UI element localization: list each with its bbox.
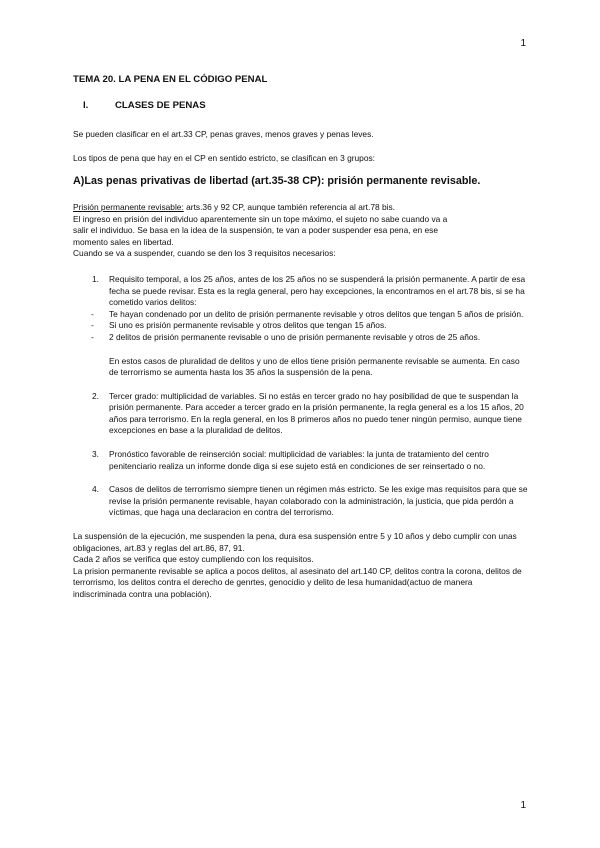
- list-item: [73, 274, 528, 309]
- requisitos-list: [73, 274, 528, 519]
- list-item-number: 3.: [92, 449, 99, 460]
- bullet-item: [73, 309, 528, 321]
- prision-ref-line: [73, 202, 528, 214]
- list-item-number: 1.: [92, 273, 99, 284]
- bullet-text: Te hayan condenado por un delito de prisión permanente revisable y otros delitos que tengan 5 años de prisión.: [109, 308, 524, 319]
- section-heading: [73, 100, 528, 112]
- closing-paragraph-1: La suspensión de la ejecución, me suspenden la pena, dura esa suspensión entre 5 y 10 años y debo cumplir con unas obligaciones, art.83 y reglas del art.86, 87, 91.: [73, 531, 517, 553]
- bullet-item: [73, 320, 528, 332]
- bullet-text: 2 delitos de prisión permanente revisable o uno de prisión permanente revisable y otros de 25 años.: [109, 331, 481, 342]
- prision-line-3: momento sales en libertad.: [73, 236, 174, 247]
- list-item-text: Tercer grado: multiplicidad de variables. Si no estás en tercer grado no hay posibilidad de que te suspendan la prisión permanente. Para acceder a tercer grado en la prisión permanente, la regla general es a los 15 años, 20 años para terrorismo. En la regla general, en los 8 primeros años no puedo tener ningún permiso, aunque tiene excepciones en base a la pluralidad de delitos.: [109, 390, 524, 436]
- bullet-text: Si uno es prisión permanente revisable y otros delitos que tengan 15 años.: [109, 320, 387, 331]
- closing-paragraph-2: Cada 2 años se verifica que estoy cumpliendo con los requisitos.: [73, 554, 314, 565]
- intro-paragraph-1: Se pueden clasificar en el art.33 CP, penas graves, menos graves y penas leves.: [73, 129, 374, 140]
- list-item-text: Requisito temporal, a los 25 años, antes de los 25 años no se suspenderá la prisión permanente. A partir de esa fecha se puede revisar. Esta es la regla general, pero hay excepciones, la encontramos en el art.78 bis, si se ha cometido varios delitos:: [109, 273, 526, 308]
- prision-label: Prisión permanente revisable:: [73, 201, 184, 212]
- prision-line-4: Cuando se va a suspender, cuando se den los 3 requisitos necesarios:: [73, 248, 336, 259]
- section-number: I.: [83, 99, 89, 111]
- pluralidad-paragraph: En estos casos de pluralidad de delitos y uno de ellos tiene prisión permanente revisable se aumenta. En caso de terrorrismo se aumenta hasta los 35 años la suspensión de la pena.: [109, 355, 520, 378]
- list-item-number: 2.: [92, 390, 99, 401]
- document-body: [73, 74, 528, 601]
- list-item-text: Casos de delitos de terrorrismo siempre tienen un régimen más estricto. Se les exige mas requisitos para que se revise la prisión permanente revisable, hayan colaborado con la administración, la justicia, que pida perdón a víctimas, que haga una declaracion en contra del terrorismo.: [109, 484, 528, 518]
- page-number-bottom: 1: [520, 800, 526, 811]
- page-number-top: 1: [520, 38, 526, 49]
- closing-paragraph-3: La prision permanente revisable se aplica a pocos delitos, al asesinato del art.140 CP, delitos contra la corona, delitos de terrorrismo, los delitos contra el derecho de genrtes, genocidio y delito de lesa humanidad(actuo de manera indiscriminada contra una población).: [73, 565, 522, 599]
- bullet-dash: -: [91, 320, 94, 331]
- document-title: TEMA 20. LA PENA EN EL CÓDIGO PENAL: [73, 74, 268, 85]
- bullet-dash: -: [91, 331, 94, 342]
- bullet-item: [73, 332, 528, 344]
- list-item: [73, 484, 528, 519]
- closing-section: [73, 531, 528, 601]
- subheading-a: A)Las penas privativas de libertad (art.35-38 CP): prisión permanente revisable.: [73, 175, 481, 188]
- prision-line-1: El ingreso en prisión del individuo aparentemente sin un tope máximo, el sujeto no sabe cuando va a: [73, 213, 448, 224]
- list-item: [73, 449, 528, 472]
- section-label: CLASES DE PENAS: [115, 99, 206, 111]
- bullet-dash: -: [91, 308, 94, 319]
- intro-paragraph-2: Los tipos de pena que hay en el CP en sentido estricto, se clasifican en 3 grupos:: [73, 152, 376, 163]
- prision-line-2: salir el individuo. Se basa en la idea de la suspensión, te van a poder suspender esa pena, en ese: [73, 225, 439, 236]
- list-item-number: 4.: [92, 484, 99, 495]
- list-item-text: Pronóstico favorable de reinserción social: multiplicidad de variables: la junta de tratamiento del centro penitenciario realiza un informe donde diga si ese sujeto está en condiciones de ser reinsertado o no.: [109, 449, 489, 471]
- prision-ref: arts.36 y 92 CP, aunque también referencia al art.78 bis.: [183, 201, 396, 212]
- list-item: [73, 391, 528, 437]
